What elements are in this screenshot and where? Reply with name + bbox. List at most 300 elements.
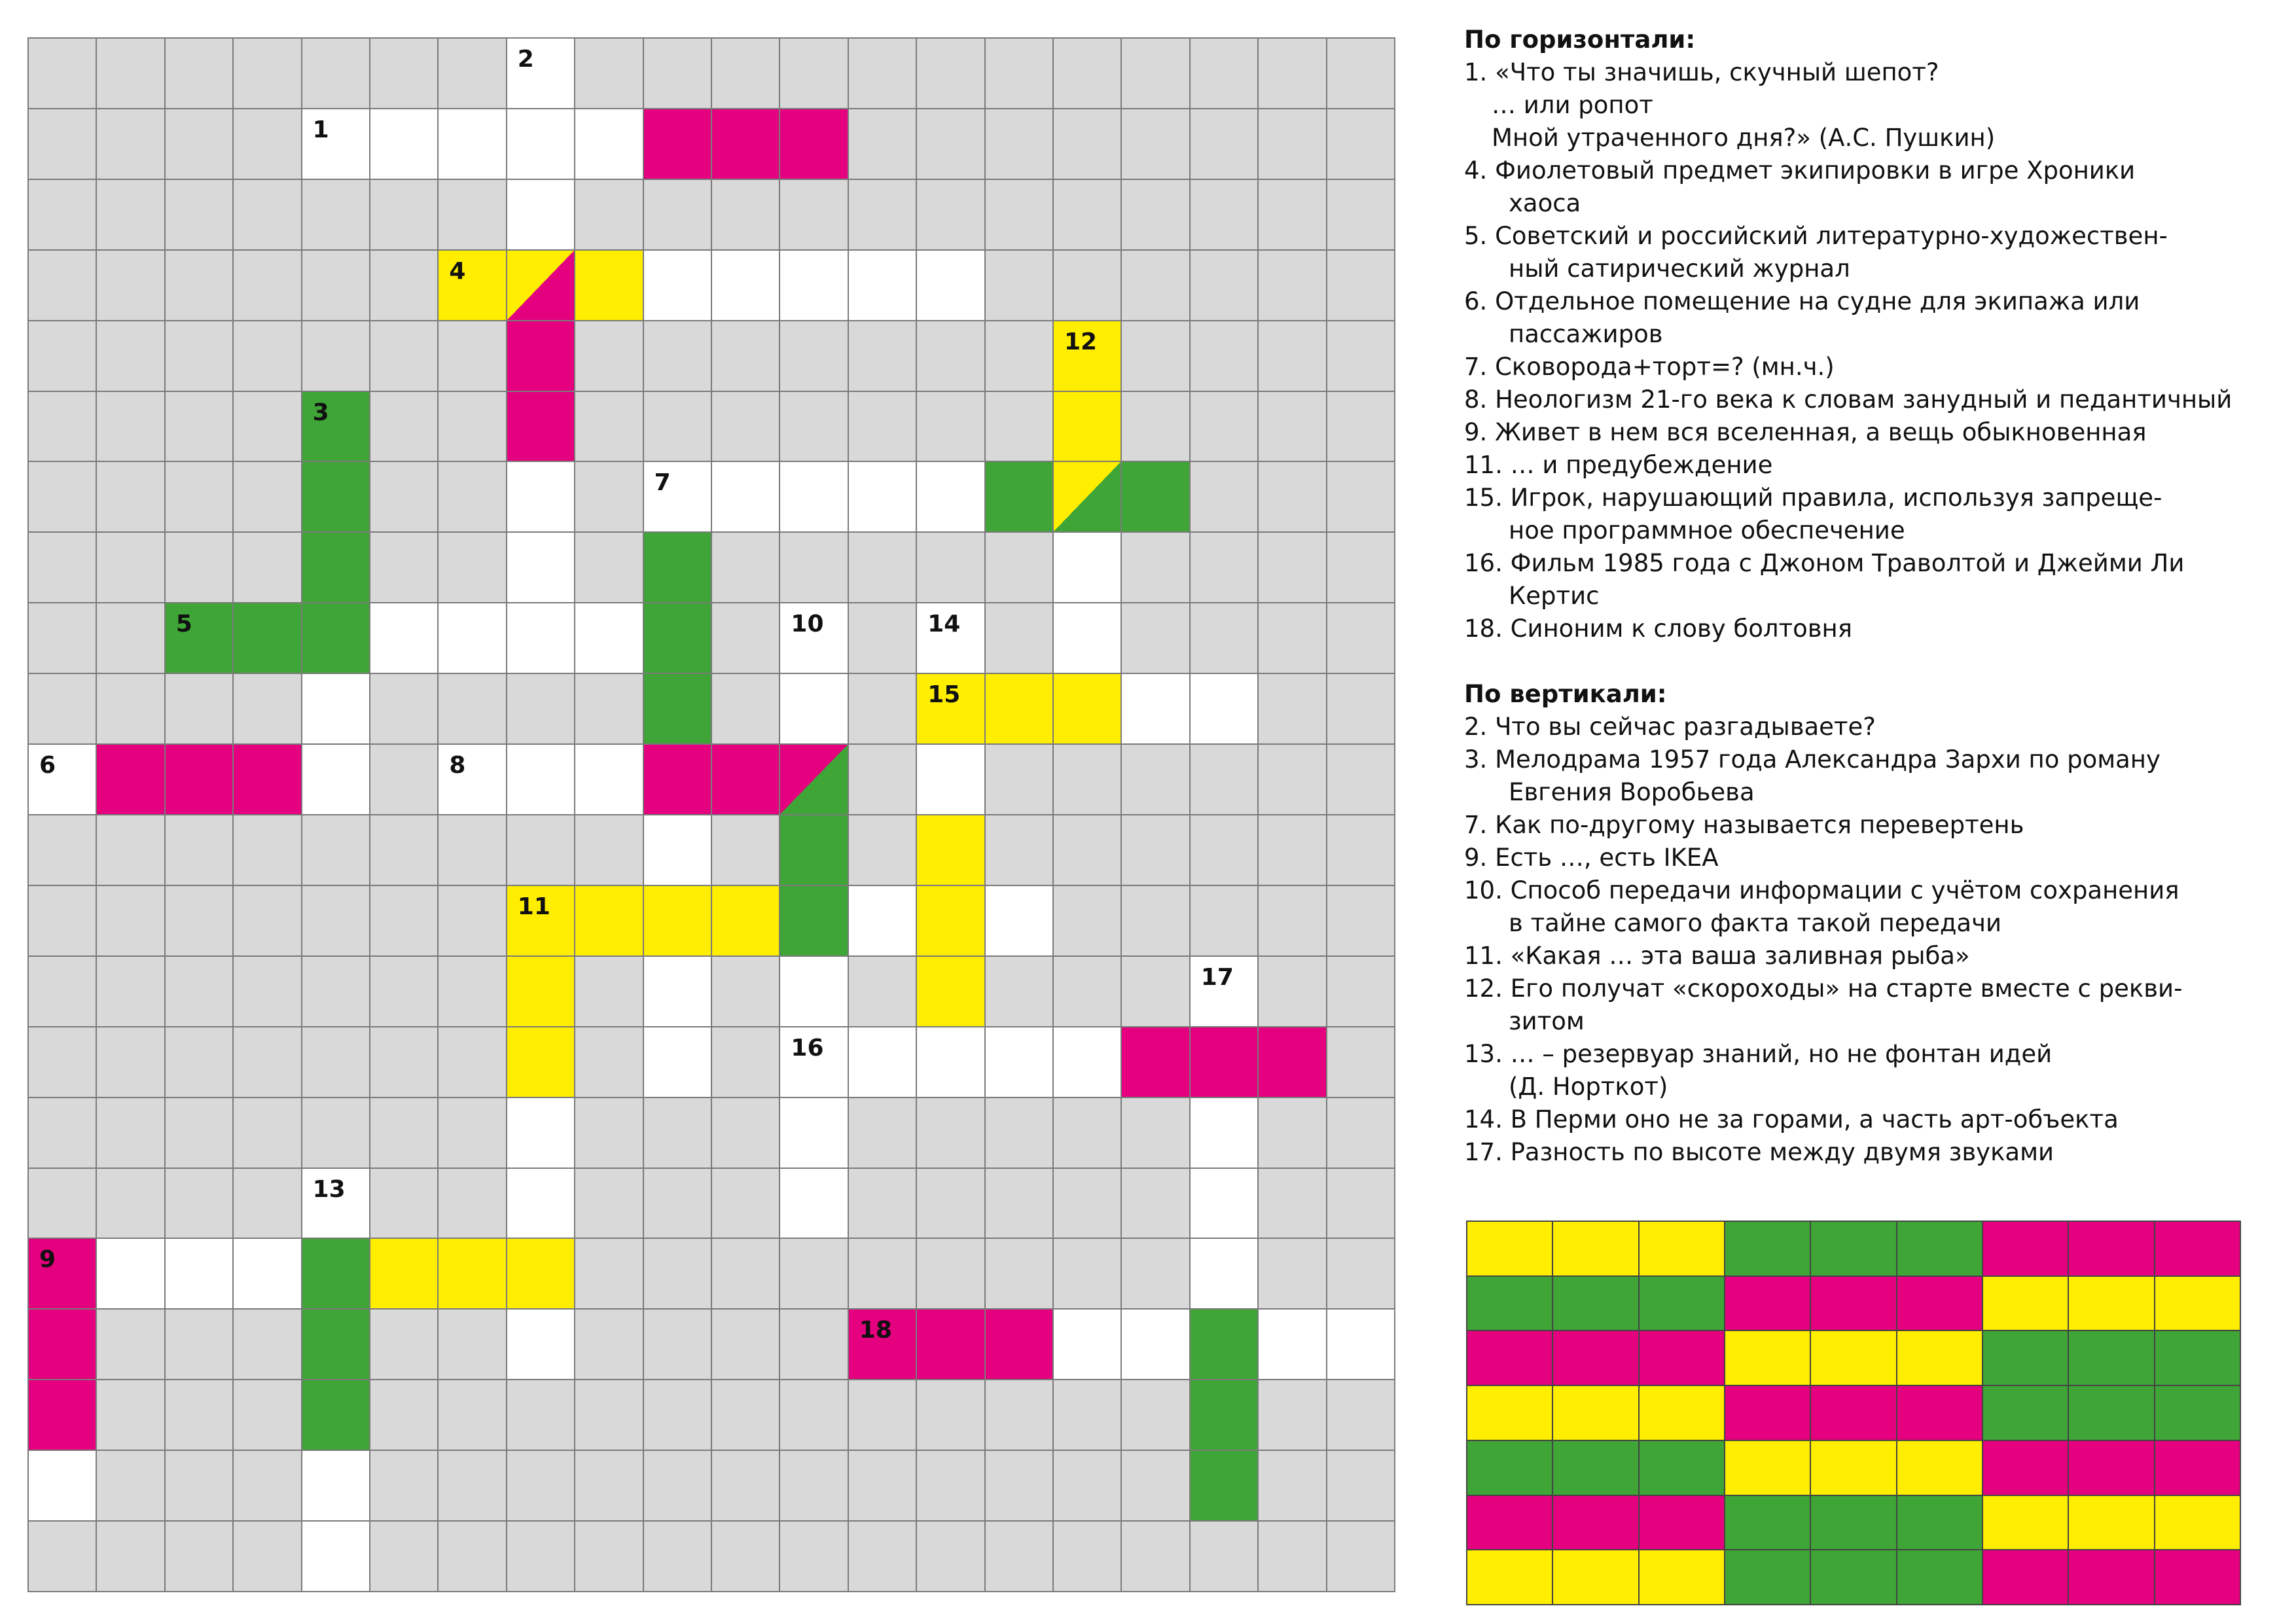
letter-cell[interactable] (986, 674, 1054, 745)
color-key-cell (1467, 1331, 1553, 1386)
letter-cell[interactable] (507, 39, 575, 109)
letter-cell[interactable] (29, 1239, 97, 1310)
empty-cell (1054, 109, 1122, 180)
letter-cell[interactable] (1191, 1451, 1259, 1522)
letter-cell[interactable] (1191, 1310, 1259, 1380)
empty-cell (166, 1380, 234, 1451)
color-key-cell (1725, 1496, 1811, 1551)
empty-cell (986, 957, 1054, 1027)
empty-cell (849, 109, 917, 180)
empty-cell (370, 1027, 439, 1098)
across-clue-list (1464, 56, 2282, 645)
letter-cell[interactable] (302, 533, 370, 603)
clue-item (1464, 56, 2282, 154)
empty-cell (712, 1027, 780, 1098)
letter-cell[interactable] (575, 109, 643, 180)
letter-cell[interactable] (917, 251, 985, 321)
empty-cell (29, 1098, 97, 1169)
empty-cell (166, 533, 234, 603)
empty-cell (439, 392, 507, 463)
empty-cell (986, 251, 1054, 321)
letter-cell[interactable] (644, 462, 712, 533)
letter-cell[interactable] (370, 603, 439, 674)
letter-cell[interactable] (1259, 1310, 1327, 1380)
letter-cell[interactable] (575, 251, 643, 321)
letter-cell[interactable] (302, 392, 370, 463)
empty-cell (1054, 886, 1122, 957)
color-key-cell (2069, 1331, 2155, 1386)
empty-cell (234, 1169, 302, 1240)
letter-cell[interactable] (29, 745, 97, 815)
letter-cell[interactable] (1122, 674, 1190, 745)
empty-cell (234, 815, 302, 886)
empty-cell (1259, 109, 1327, 180)
empty-cell (370, 1098, 439, 1169)
empty-cell (712, 1380, 780, 1451)
letter-cell[interactable] (234, 745, 302, 815)
letter-cell[interactable] (507, 109, 575, 180)
empty-cell (712, 957, 780, 1027)
empty-cell (507, 674, 575, 745)
color-key-cell (1725, 1222, 1811, 1277)
empty-cell (302, 321, 370, 392)
clue-number: 2 (517, 46, 534, 73)
letter-cell[interactable] (234, 1239, 302, 1310)
empty-cell (644, 1380, 712, 1451)
empty-cell (1122, 1380, 1190, 1451)
letter-cell[interactable] (507, 251, 575, 321)
letter-cell[interactable] (917, 957, 985, 1027)
empty-cell (849, 533, 917, 603)
empty-cell (849, 1239, 917, 1310)
color-key-cell (2155, 1550, 2241, 1605)
empty-cell (849, 1451, 917, 1522)
empty-cell (370, 392, 439, 463)
color-key-cell (2155, 1386, 2241, 1441)
clue-item (1464, 220, 2282, 285)
letter-cell[interactable] (1054, 392, 1122, 463)
letter-cell[interactable] (1054, 1027, 1122, 1098)
letter-cell[interactable] (917, 462, 985, 533)
letter-cell[interactable] (1122, 462, 1190, 533)
empty-cell (849, 321, 917, 392)
letter-cell[interactable] (370, 109, 439, 180)
empty-cell (234, 39, 302, 109)
empty-cell (1054, 1169, 1122, 1240)
letter-cell[interactable] (439, 1239, 507, 1310)
letter-cell[interactable] (644, 1027, 712, 1098)
empty-cell (780, 321, 848, 392)
clue-line: 9. Живет в нем вся вселенная, а вещь обыкновенная (1464, 418, 2147, 446)
letter-cell[interactable] (507, 321, 575, 392)
empty-cell (1191, 603, 1259, 674)
color-key-cell (2155, 1222, 2241, 1277)
empty-cell (575, 462, 643, 533)
empty-cell (439, 957, 507, 1027)
clue-item (1464, 547, 2282, 613)
empty-cell (1122, 533, 1190, 603)
empty-cell (712, 533, 780, 603)
letter-cell[interactable] (644, 251, 712, 321)
empty-cell (29, 39, 97, 109)
clue-line: 8. Неологизм 21-го века к словам занудный и педантичный (1464, 385, 2233, 414)
color-key-cell (1725, 1441, 1811, 1496)
color-key-cell (1983, 1441, 2069, 1496)
clue-line: 7. Как по-другому называется перевертень (1464, 811, 2024, 839)
empty-cell (644, 180, 712, 251)
clue-item (1464, 842, 2282, 874)
letter-cell[interactable] (29, 1380, 97, 1451)
letter-cell[interactable] (1122, 1310, 1190, 1380)
letter-cell[interactable] (507, 462, 575, 533)
letter-cell[interactable] (780, 815, 848, 886)
letter-cell[interactable] (917, 603, 985, 674)
letter-cell[interactable] (644, 745, 712, 815)
letter-cell[interactable] (302, 745, 370, 815)
color-key-cell (2069, 1550, 2155, 1605)
letter-cell[interactable] (780, 957, 848, 1027)
clue-item (1464, 449, 2282, 482)
letter-cell[interactable] (644, 109, 712, 180)
empty-cell (302, 1027, 370, 1098)
letter-cell[interactable] (302, 1380, 370, 1451)
letter-cell[interactable] (507, 1098, 575, 1169)
empty-cell (575, 180, 643, 251)
color-key-cell (2069, 1386, 2155, 1441)
letter-cell[interactable] (507, 745, 575, 815)
letter-cell[interactable] (439, 745, 507, 815)
empty-cell (644, 39, 712, 109)
color-key-grid (1466, 1221, 2241, 1605)
letter-cell[interactable] (644, 815, 712, 886)
empty-cell (917, 392, 985, 463)
letter-cell[interactable] (644, 603, 712, 674)
empty-cell (1259, 533, 1327, 603)
letter-cell[interactable] (507, 1239, 575, 1310)
empty-cell (986, 1239, 1054, 1310)
letter-cell[interactable] (1191, 674, 1259, 745)
letter-cell[interactable] (780, 745, 848, 815)
empty-cell (166, 180, 234, 251)
letter-cell[interactable] (917, 674, 985, 745)
color-key-cell (1467, 1441, 1553, 1496)
clue-line: 14. В Перми оно не за горами, а часть арт-объекта (1464, 1105, 2119, 1133)
empty-cell (166, 1027, 234, 1098)
empty-cell (575, 1310, 643, 1380)
empty-cell (1122, 1451, 1190, 1522)
letter-cell[interactable] (917, 815, 985, 886)
empty-cell (29, 1522, 97, 1592)
empty-cell (234, 1451, 302, 1522)
down-heading: По вертикали: (1464, 680, 1667, 708)
letter-cell[interactable] (780, 1027, 848, 1098)
empty-cell (1054, 1098, 1122, 1169)
color-key-cell (1811, 1331, 1897, 1386)
clue-number: 3 (312, 399, 329, 426)
letter-cell[interactable] (780, 603, 848, 674)
letter-cell[interactable] (575, 745, 643, 815)
color-key-cell (2069, 1441, 2155, 1496)
letter-cell[interactable] (1054, 462, 1122, 533)
color-key-cell (1811, 1222, 1897, 1277)
letter-cell[interactable] (849, 251, 917, 321)
letter-cell[interactable] (917, 745, 985, 815)
empty-cell (1327, 815, 1395, 886)
letter-cell[interactable] (780, 462, 848, 533)
letter-cell[interactable] (1191, 1380, 1259, 1451)
letter-cell[interactable] (166, 603, 234, 674)
letter-cell[interactable] (507, 180, 575, 251)
empty-cell (166, 1169, 234, 1240)
empty-cell (712, 1239, 780, 1310)
empty-cell (849, 957, 917, 1027)
empty-cell (439, 462, 507, 533)
empty-cell (370, 251, 439, 321)
empty-cell (1259, 815, 1327, 886)
empty-cell (439, 1522, 507, 1592)
letter-cell[interactable] (234, 603, 302, 674)
letter-cell[interactable] (302, 1239, 370, 1310)
letter-cell[interactable] (849, 1027, 917, 1098)
letter-cell[interactable] (507, 533, 575, 603)
letter-cell[interactable] (1191, 1169, 1259, 1240)
empty-cell (1054, 180, 1122, 251)
letter-cell[interactable] (166, 745, 234, 815)
color-key-cell (1725, 1550, 1811, 1605)
letter-cell[interactable] (575, 886, 643, 957)
empty-cell (849, 745, 917, 815)
empty-cell (370, 1310, 439, 1380)
color-key-cell (1640, 1496, 1725, 1551)
letter-cell[interactable] (917, 886, 985, 957)
letter-cell[interactable] (780, 251, 848, 321)
letter-cell[interactable] (302, 109, 370, 180)
empty-cell (1259, 1451, 1327, 1522)
letter-cell[interactable] (1054, 603, 1122, 674)
empty-cell (439, 674, 507, 745)
letter-cell[interactable] (1191, 1027, 1259, 1098)
color-key-cell (1640, 1222, 1725, 1277)
empty-cell (917, 109, 985, 180)
empty-cell (370, 533, 439, 603)
empty-cell (439, 815, 507, 886)
clue-line: 11. «Какая … эта ваша заливная рыба» (1464, 942, 1970, 970)
letter-cell[interactable] (849, 462, 917, 533)
empty-cell (1122, 745, 1190, 815)
letter-cell[interactable] (507, 603, 575, 674)
letter-cell[interactable] (1191, 1239, 1259, 1310)
empty-cell (917, 1522, 985, 1592)
empty-cell (370, 462, 439, 533)
letter-cell[interactable] (507, 886, 575, 957)
letter-cell[interactable] (1259, 1027, 1327, 1098)
empty-cell (1327, 1522, 1395, 1592)
color-key-cell (1725, 1386, 1811, 1441)
empty-cell (780, 392, 848, 463)
empty-cell (1122, 886, 1190, 957)
letter-cell[interactable] (507, 1027, 575, 1098)
empty-cell (166, 462, 234, 533)
clue-number: 4 (449, 257, 466, 285)
clue-number: 11 (517, 893, 550, 920)
empty-cell (234, 392, 302, 463)
empty-cell (234, 1380, 302, 1451)
letter-cell[interactable] (302, 1310, 370, 1380)
letter-cell[interactable] (507, 392, 575, 463)
letter-cell[interactable] (986, 462, 1054, 533)
empty-cell (780, 180, 848, 251)
letter-cell[interactable] (507, 957, 575, 1027)
letter-cell[interactable] (439, 603, 507, 674)
color-key-cell (1553, 1550, 1639, 1605)
empty-cell (917, 1098, 985, 1169)
letter-cell[interactable] (302, 462, 370, 533)
letter-cell[interactable] (1054, 321, 1122, 392)
letter-cell[interactable] (1191, 1098, 1259, 1169)
letter-cell[interactable] (1191, 957, 1259, 1027)
letter-cell[interactable] (302, 1169, 370, 1240)
letter-cell[interactable] (302, 603, 370, 674)
empty-cell (439, 1380, 507, 1451)
letter-cell[interactable] (302, 1522, 370, 1592)
letter-cell[interactable] (439, 251, 507, 321)
empty-cell (1122, 321, 1190, 392)
letter-cell[interactable] (780, 109, 848, 180)
clue-number: 12 (1064, 328, 1098, 355)
empty-cell (712, 815, 780, 886)
clue-item (1464, 416, 2282, 449)
letter-cell[interactable] (849, 1310, 917, 1380)
empty-cell (849, 1522, 917, 1592)
color-key-cell (2069, 1222, 2155, 1277)
empty-cell (575, 1380, 643, 1451)
color-key-cell (1983, 1277, 2069, 1332)
color-key-cell (1983, 1222, 2069, 1277)
empty-cell (97, 109, 165, 180)
letter-cell[interactable] (302, 1451, 370, 1522)
color-key-cell (1897, 1331, 1983, 1386)
letter-cell[interactable] (1054, 533, 1122, 603)
letter-cell[interactable] (712, 462, 780, 533)
empty-cell (439, 1098, 507, 1169)
empty-cell (780, 39, 848, 109)
letter-cell[interactable] (1054, 674, 1122, 745)
empty-cell (1259, 392, 1327, 463)
empty-cell (780, 1451, 848, 1522)
empty-cell (644, 392, 712, 463)
empty-cell (166, 39, 234, 109)
letter-cell[interactable] (644, 533, 712, 603)
letter-cell[interactable] (644, 886, 712, 957)
empty-cell (1191, 1522, 1259, 1592)
empty-cell (1122, 957, 1190, 1027)
letter-cell[interactable] (917, 1027, 985, 1098)
letter-cell[interactable] (986, 886, 1054, 957)
letter-cell[interactable] (986, 1027, 1054, 1098)
letter-cell[interactable] (917, 1310, 985, 1380)
letter-cell[interactable] (780, 674, 848, 745)
empty-cell (97, 533, 165, 603)
empty-cell (439, 321, 507, 392)
letter-cell[interactable] (644, 674, 712, 745)
letter-cell[interactable] (780, 886, 848, 957)
empty-cell (234, 886, 302, 957)
empty-cell (439, 1169, 507, 1240)
letter-cell[interactable] (712, 251, 780, 321)
empty-cell (97, 1451, 165, 1522)
letter-cell[interactable] (507, 1310, 575, 1380)
empty-cell (1191, 251, 1259, 321)
empty-cell (302, 957, 370, 1027)
letter-cell[interactable] (370, 1239, 439, 1310)
clue-number: 1 (312, 116, 329, 143)
letter-cell[interactable] (1054, 1310, 1122, 1380)
letter-cell[interactable] (644, 957, 712, 1027)
empty-cell (166, 392, 234, 463)
letter-cell[interactable] (712, 109, 780, 180)
empty-cell (234, 1310, 302, 1380)
letter-cell[interactable] (1327, 1310, 1395, 1380)
clue-item (1464, 351, 2282, 383)
color-key-cell (1983, 1386, 2069, 1441)
letter-cell[interactable] (712, 745, 780, 815)
empty-cell (1054, 251, 1122, 321)
empty-cell (917, 1451, 985, 1522)
empty-cell (97, 392, 165, 463)
empty-cell (234, 1098, 302, 1169)
color-key-cell (1897, 1441, 1983, 1496)
empty-cell (1191, 462, 1259, 533)
letter-cell[interactable] (97, 1239, 165, 1310)
letter-cell[interactable] (97, 745, 165, 815)
empty-cell (575, 1451, 643, 1522)
empty-cell (780, 533, 848, 603)
empty-cell (97, 603, 165, 674)
letter-cell[interactable] (712, 886, 780, 957)
empty-cell (575, 1239, 643, 1310)
letter-cell[interactable] (849, 886, 917, 957)
letter-cell[interactable] (780, 1169, 848, 1240)
letter-cell[interactable] (166, 1239, 234, 1310)
empty-cell (1259, 1239, 1327, 1310)
empty-cell (1327, 109, 1395, 180)
empty-cell (166, 251, 234, 321)
letter-cell[interactable] (439, 109, 507, 180)
empty-cell (986, 745, 1054, 815)
empty-cell (1191, 886, 1259, 957)
clue-line: в тайне самого факта такой передачи (1509, 909, 2001, 937)
letter-cell[interactable] (29, 1310, 97, 1380)
letter-cell[interactable] (986, 1310, 1054, 1380)
color-key-cell (2069, 1496, 2155, 1551)
clue-number: 13 (312, 1175, 346, 1203)
clue-line: 6. Отдельное помещение на судне для экипажа или (1464, 287, 2140, 315)
empty-cell (1259, 1169, 1327, 1240)
empty-cell (986, 1098, 1054, 1169)
empty-cell (1327, 1451, 1395, 1522)
letter-cell[interactable] (780, 1098, 848, 1169)
empty-cell (780, 1239, 848, 1310)
letter-cell[interactable] (1122, 1027, 1190, 1098)
empty-cell (1327, 251, 1395, 321)
letter-cell[interactable] (507, 1169, 575, 1240)
empty-cell (575, 39, 643, 109)
letter-cell[interactable] (302, 674, 370, 745)
empty-cell (166, 957, 234, 1027)
letter-cell[interactable] (29, 1451, 97, 1522)
letter-cell[interactable] (575, 603, 643, 674)
color-key-cell (1467, 1222, 1553, 1277)
